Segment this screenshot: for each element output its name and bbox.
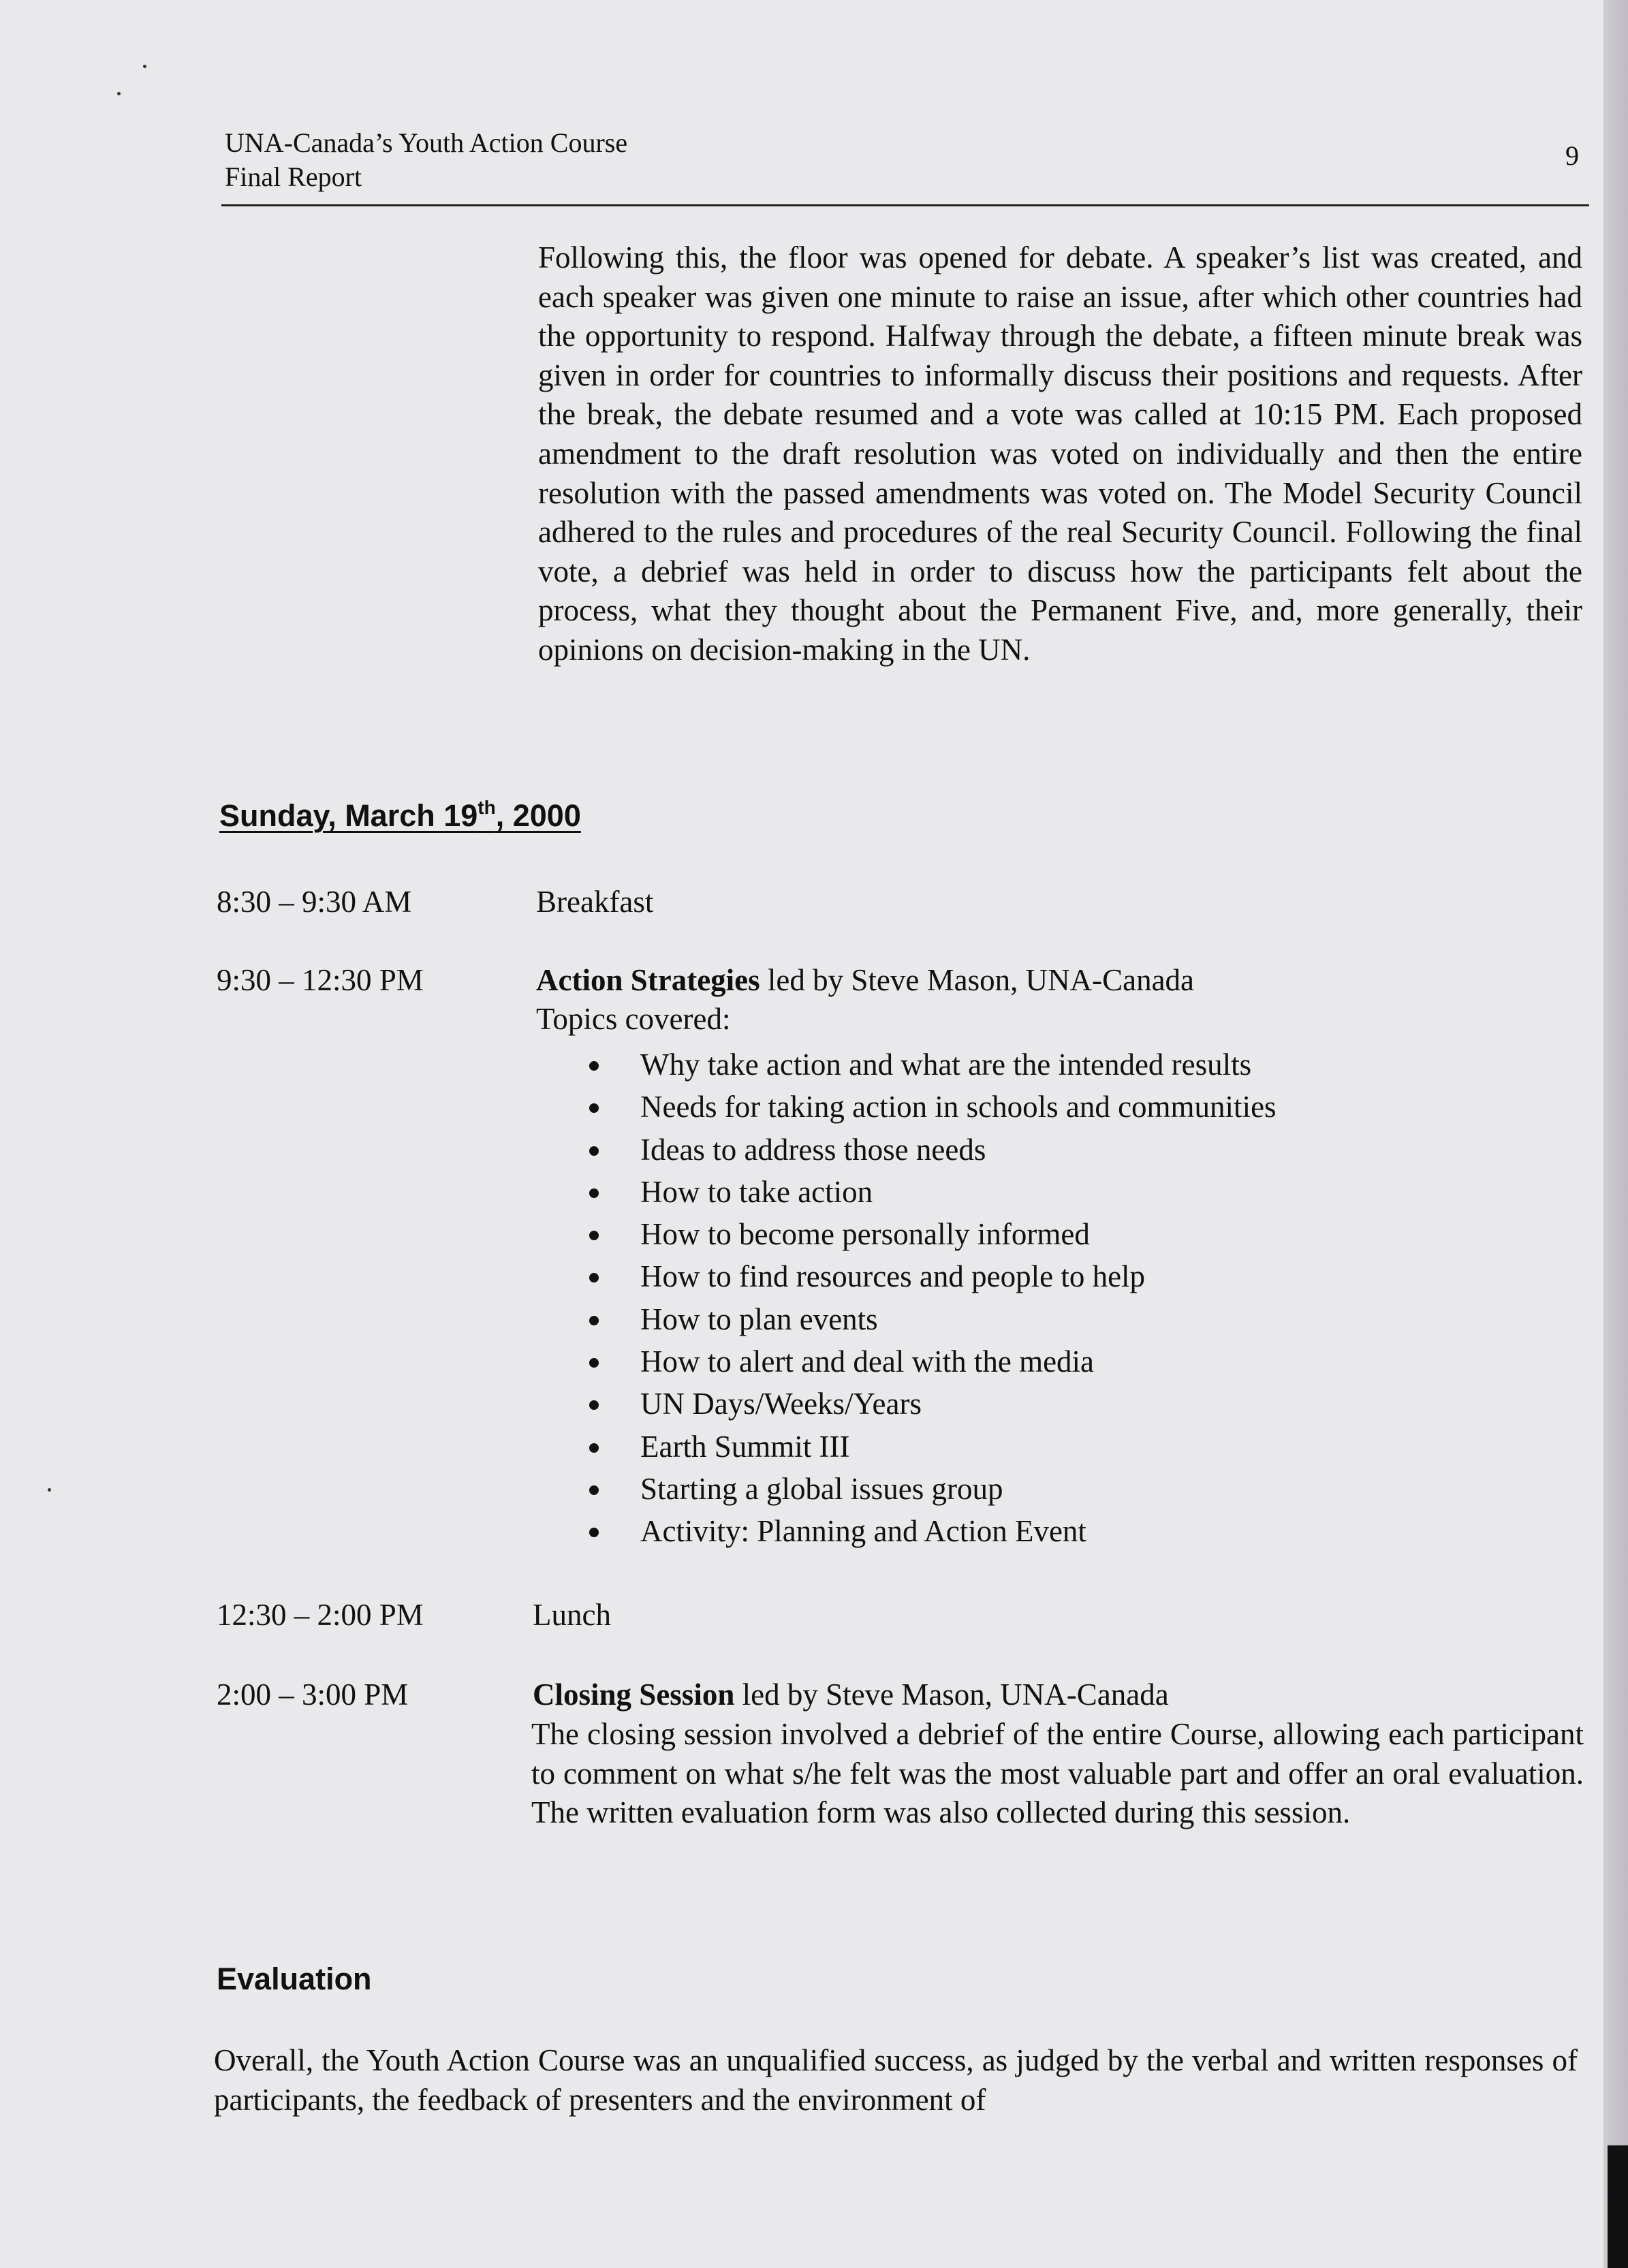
bullet-icon [589,1061,599,1071]
list-item: How to alert and deal with the media [536,1340,1277,1383]
binding-edge [1608,2145,1628,2268]
bullet-icon [589,1400,599,1410]
bullet-icon [589,1485,599,1495]
topics-label: Topics covered: [536,1002,731,1036]
schedule-event-lunch: Lunch [533,1598,611,1632]
list-item: How to find resources and people to help [536,1255,1277,1297]
bullet-icon [589,1231,599,1240]
list-item: Activity: Planning and Action Event [536,1510,1277,1552]
bullet-icon [589,1273,599,1282]
evaluation-paragraph: Overall, the Youth Action Course was an unqualified success, as judged by the verbal and written responses of participants, the feedback of presenters and the environment of [214,2043,1578,2117]
list-item: UN Days/Weeks/Years [536,1383,1277,1425]
schedule-time-action: 9:30 – 12:30 PM [217,963,424,997]
schedule-event-breakfast: Breakfast [536,885,654,919]
schedule-event-closing [533,1675,1169,1714]
list-item: Ideas to address those needs [536,1129,1277,1171]
list-item: Why take action and what are the intended results [536,1043,1277,1086]
action-title: Action Strategies [536,963,760,997]
list-item: How to take action [536,1171,1277,1213]
speck [48,1488,51,1492]
bullet-icon [589,1188,599,1198]
schedule-time-lunch: 12:30 – 2:00 PM [217,1598,424,1632]
bullet-icon [589,1358,599,1368]
topics-list [536,1043,1277,1553]
bullet-icon [589,1103,599,1113]
schedule-time-breakfast: 8:30 – 9:30 AM [217,885,412,919]
closing-leader: led by Steve Mason, UNA-Canada [734,1678,1169,1712]
page-number: 9 [1565,140,1579,171]
header-subtitle: Final Report [225,161,362,192]
bullet-icon [589,1316,599,1325]
action-leader: led by Steve Mason, UNA-Canada [760,963,1195,997]
schedule-time-closing: 2:00 – 3:00 PM [217,1678,409,1712]
closing-description: The closing session involved a debrief of the entire Course, allowing each participant to comment on what s/he felt was the most valuable part and offer an oral evaluation. The written evaluation form was also collected during this session. [531,1717,1584,1830]
sunday-heading-year: , 2000 [495,798,581,833]
sunday-heading-text: Sunday, March 19 [219,798,478,833]
bullet-icon [589,1528,599,1537]
speck [143,65,146,68]
list-item: Starting a global issues group [536,1468,1277,1510]
header-title: UNA-Canada’s Youth Action Course [225,127,628,158]
speck [117,92,121,95]
page-edge [1603,0,1628,2268]
header-rule [221,204,1589,206]
section-heading-sunday [219,797,581,835]
intro-paragraph: Following this, the floor was opened for debate. A speaker’s list was created, and each speaker was given one minute to raise an issue, after which other countries had the opportunity to respond. Halfway through the debate, a fifteen minute break was given in order for countries to informally discuss their positions and requests. After the break, the debate resumed and a vote was called at 10:15 PM. Each proposed amendment to the draft resolution was voted on individually and then the entire resolution with the passed amendments was voted on. The Model Security Council adhered to the rules and procedures of the real Security Council. Following the final vote, a debrief was held in order to discuss how the participants felt about the process, what they thought about the Permanent Five, and, more generally, their opinions on decision-making in the UN. [538,240,1582,667]
list-item: Needs for taking action in schools and communities [536,1086,1277,1128]
section-heading-evaluation: Evaluation [217,1962,372,1996]
list-item: How to plan events [536,1298,1277,1340]
bullet-icon [589,1146,599,1156]
list-item: Earth Summit III [536,1426,1277,1468]
running-header [225,126,627,194]
schedule-event-action [536,961,1194,999]
list-item: How to become personally informed [536,1213,1277,1255]
sunday-heading-ordinal: th [478,797,496,818]
closing-title: Closing Session [533,1678,735,1712]
bullet-icon [589,1443,599,1453]
